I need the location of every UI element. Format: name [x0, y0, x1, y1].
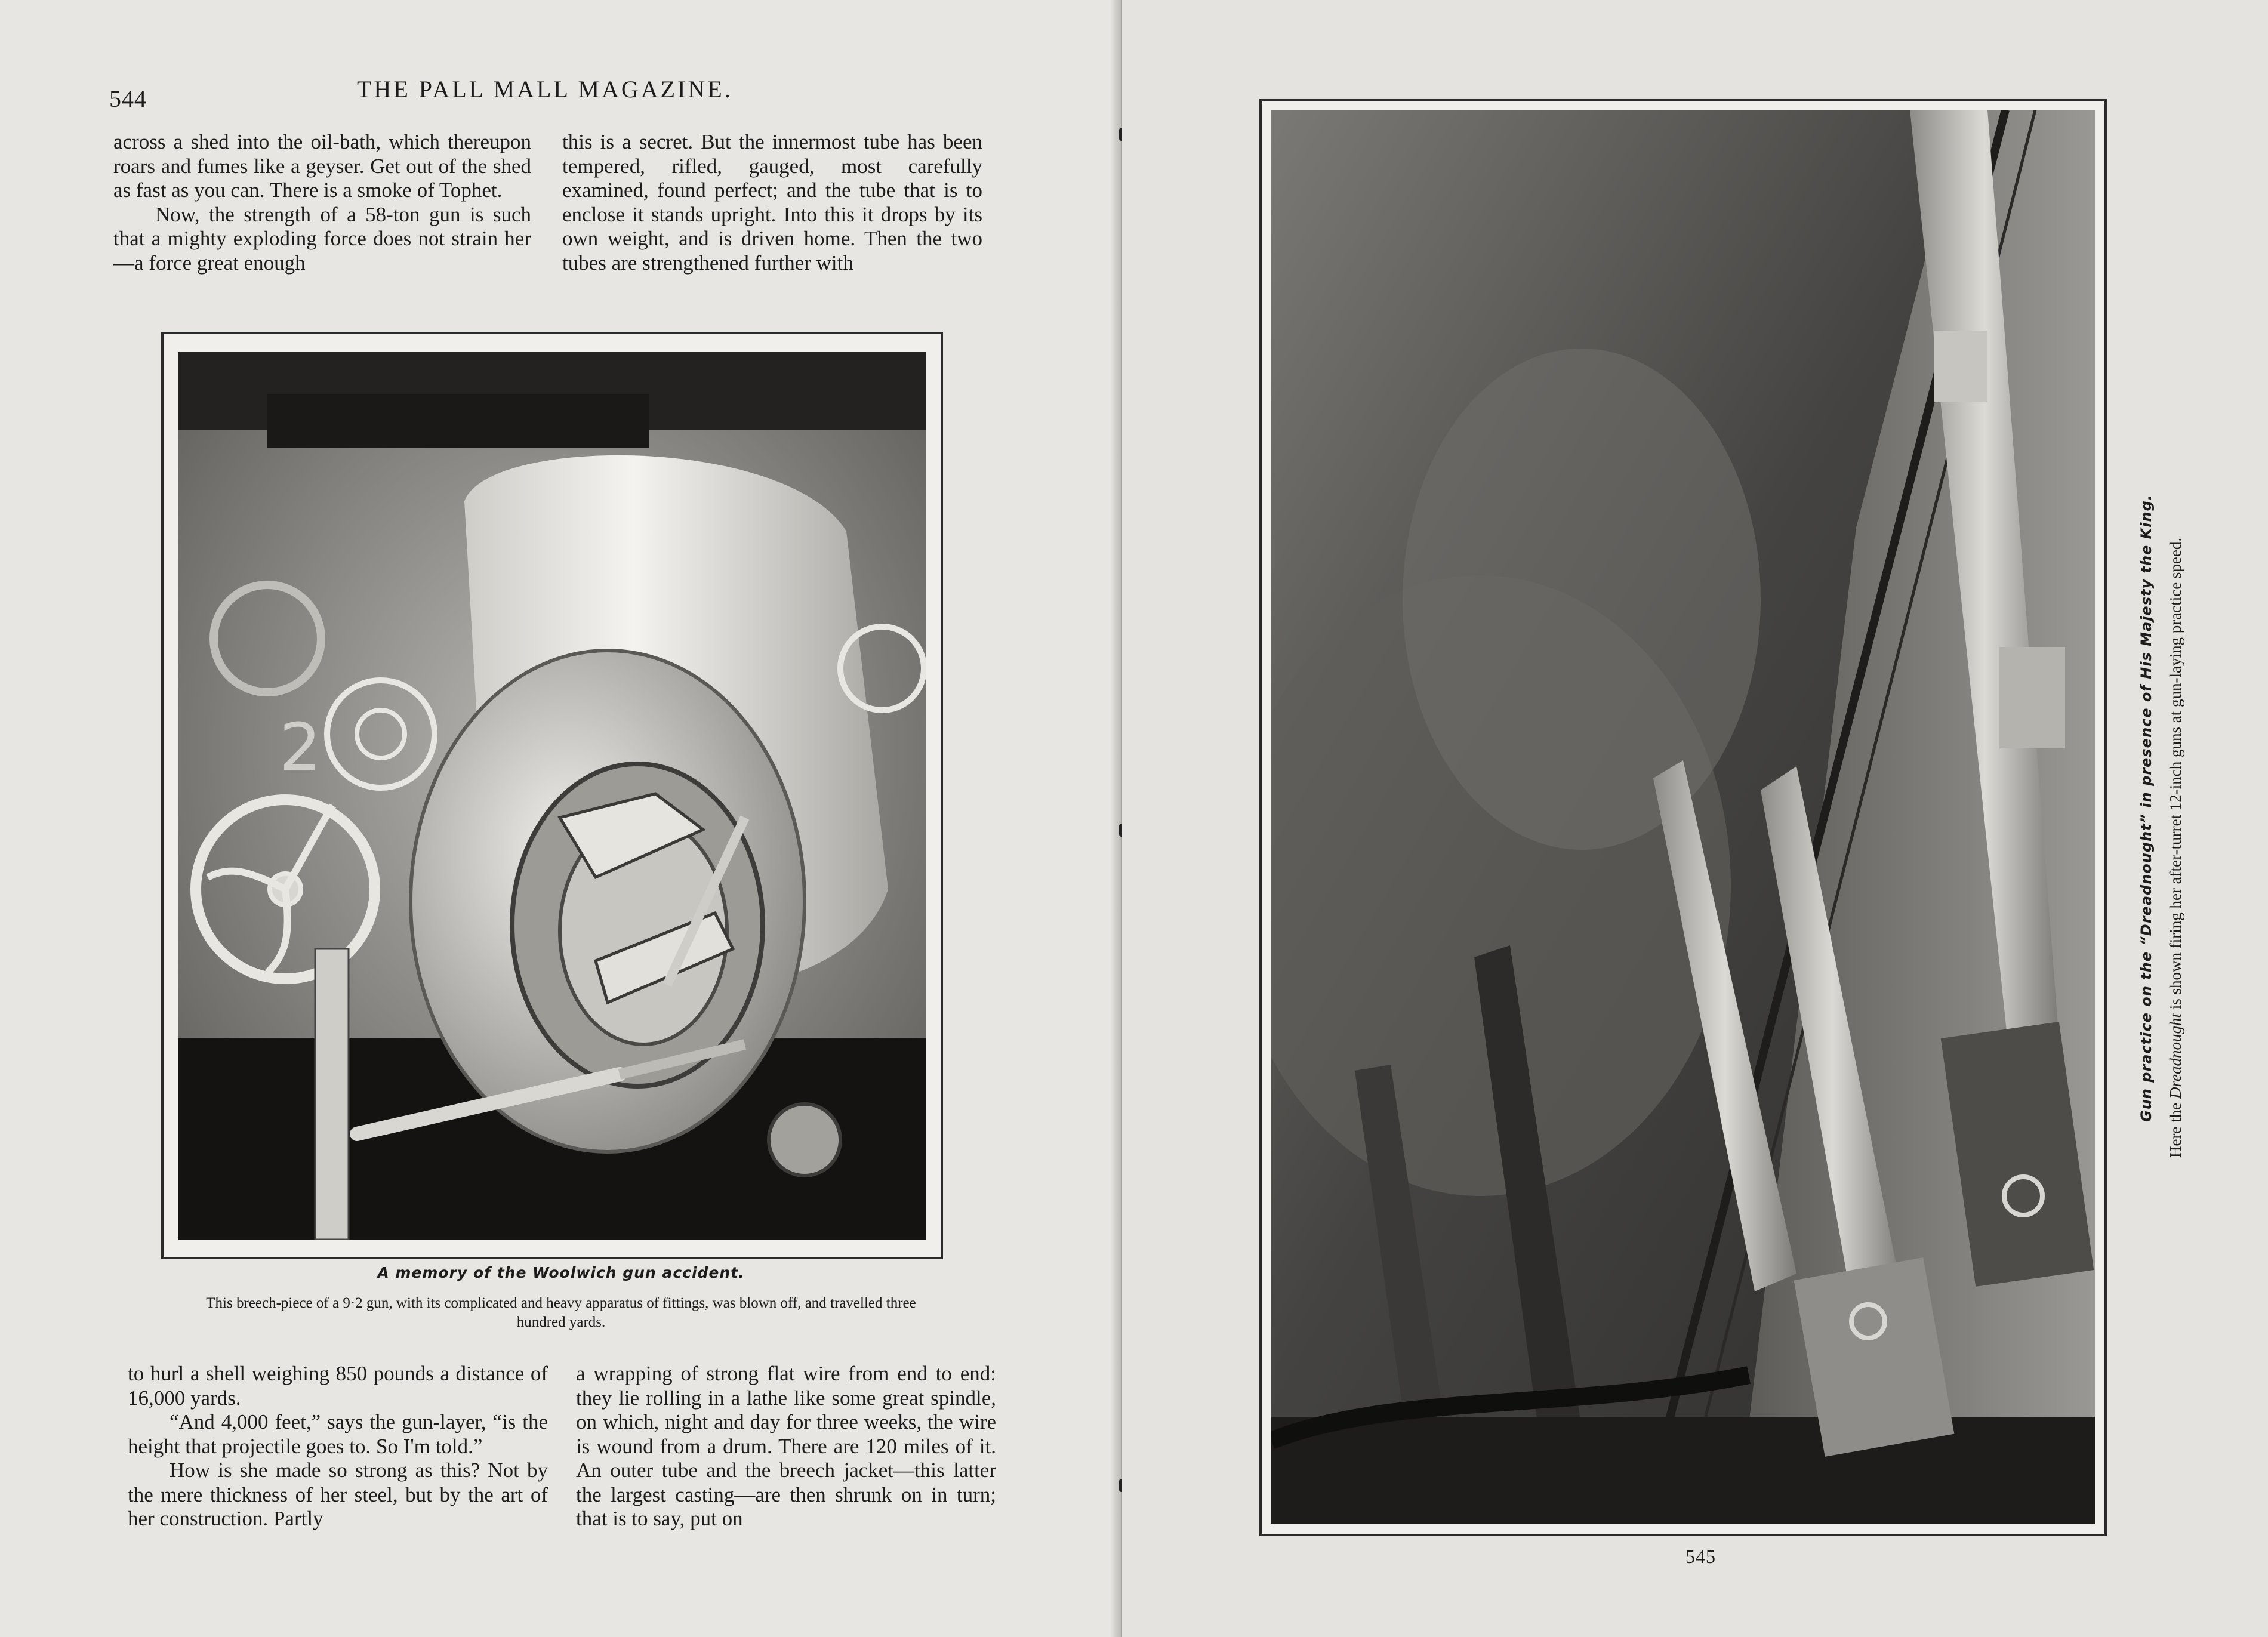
dreadnought-photo — [1271, 110, 2095, 1524]
text-column-2-bottom — [576, 1362, 996, 1531]
paragraph: this is a secret. But the innermost tube has been tempered, rifled, gauged, most carefully examined, found perfect; and the tube that is to enclose it stands upright. Into this it drops by its own weight, and is driven home. Then the two tubes are strengthened further with — [562, 130, 982, 275]
plate-caption-title: Gun practice on the “Dreadnought” in presence of His Majesty the King. — [2138, 494, 2155, 1122]
running-head: THE PALL MALL MAGAZINE. — [357, 76, 733, 103]
paragraph: Now, the strength of a 58-ton gun is such that a mighty exploding force does not strain her—a force great enough — [113, 202, 531, 275]
right-page — [1122, 0, 2268, 1637]
paragraph: to hurl a shell weighing 850 pounds a distance of 16,000 yards. — [128, 1362, 548, 1410]
paragraph: across a shed into the oil-bath, which thereupon roars and fumes like a geyser. Get out of the shed as fast as you can. There is a smoke of Tophet. — [113, 130, 531, 202]
text-column-1-top — [113, 130, 531, 275]
left-page — [0, 0, 1122, 1637]
page-number: 544 — [109, 85, 147, 112]
plate-caption-ship-name: Dreadnought — [2167, 1013, 2184, 1099]
page-number: 545 — [1685, 1546, 1716, 1567]
breech-number-label: 2 — [279, 709, 321, 785]
gun-practice-illustration — [1271, 110, 2095, 1524]
figure-frame — [161, 332, 943, 1259]
plate-caption-body-start: Here the — [2167, 1099, 2184, 1158]
paragraph: “And 4,000 feet,” says the gun-layer, “is the height that projectile goes to. So I'm told.” — [128, 1410, 548, 1458]
plate-caption-body — [2167, 538, 2185, 1158]
paragraph: How is she made so strong as this? Not by the mere thickness of her steel, but by the art of her construction. Partly — [128, 1459, 548, 1530]
breech-photo — [178, 352, 926, 1240]
breech-mechanism-illustration — [178, 352, 926, 1240]
figure-title: A memory of the Woolwich gun accident. — [377, 1264, 745, 1281]
text-column-2-top — [562, 130, 982, 275]
plate-frame — [1259, 99, 2107, 1536]
text-column-1-bottom — [128, 1362, 548, 1531]
plate-caption-body-end: is shown firing her after-turret 12-inch guns at gun-laying practice speed. — [2167, 537, 2184, 1014]
figure-caption: This breech-piece of a 9·2 gun, with its complicated and heavy apparatus of fittings, was blown off, and travelled three hundred yards. — [206, 1295, 916, 1330]
paragraph: a wrapping of strong flat wire from end to end: they lie rolling in a lathe like some great spindle, on which, night and day for three weeks, the wire is wound from a drum. There are 120 miles of it. An outer tube and the breech jacket—this latter the largest casting—are then shrunk on in turn; that is to say, put on — [576, 1362, 996, 1530]
